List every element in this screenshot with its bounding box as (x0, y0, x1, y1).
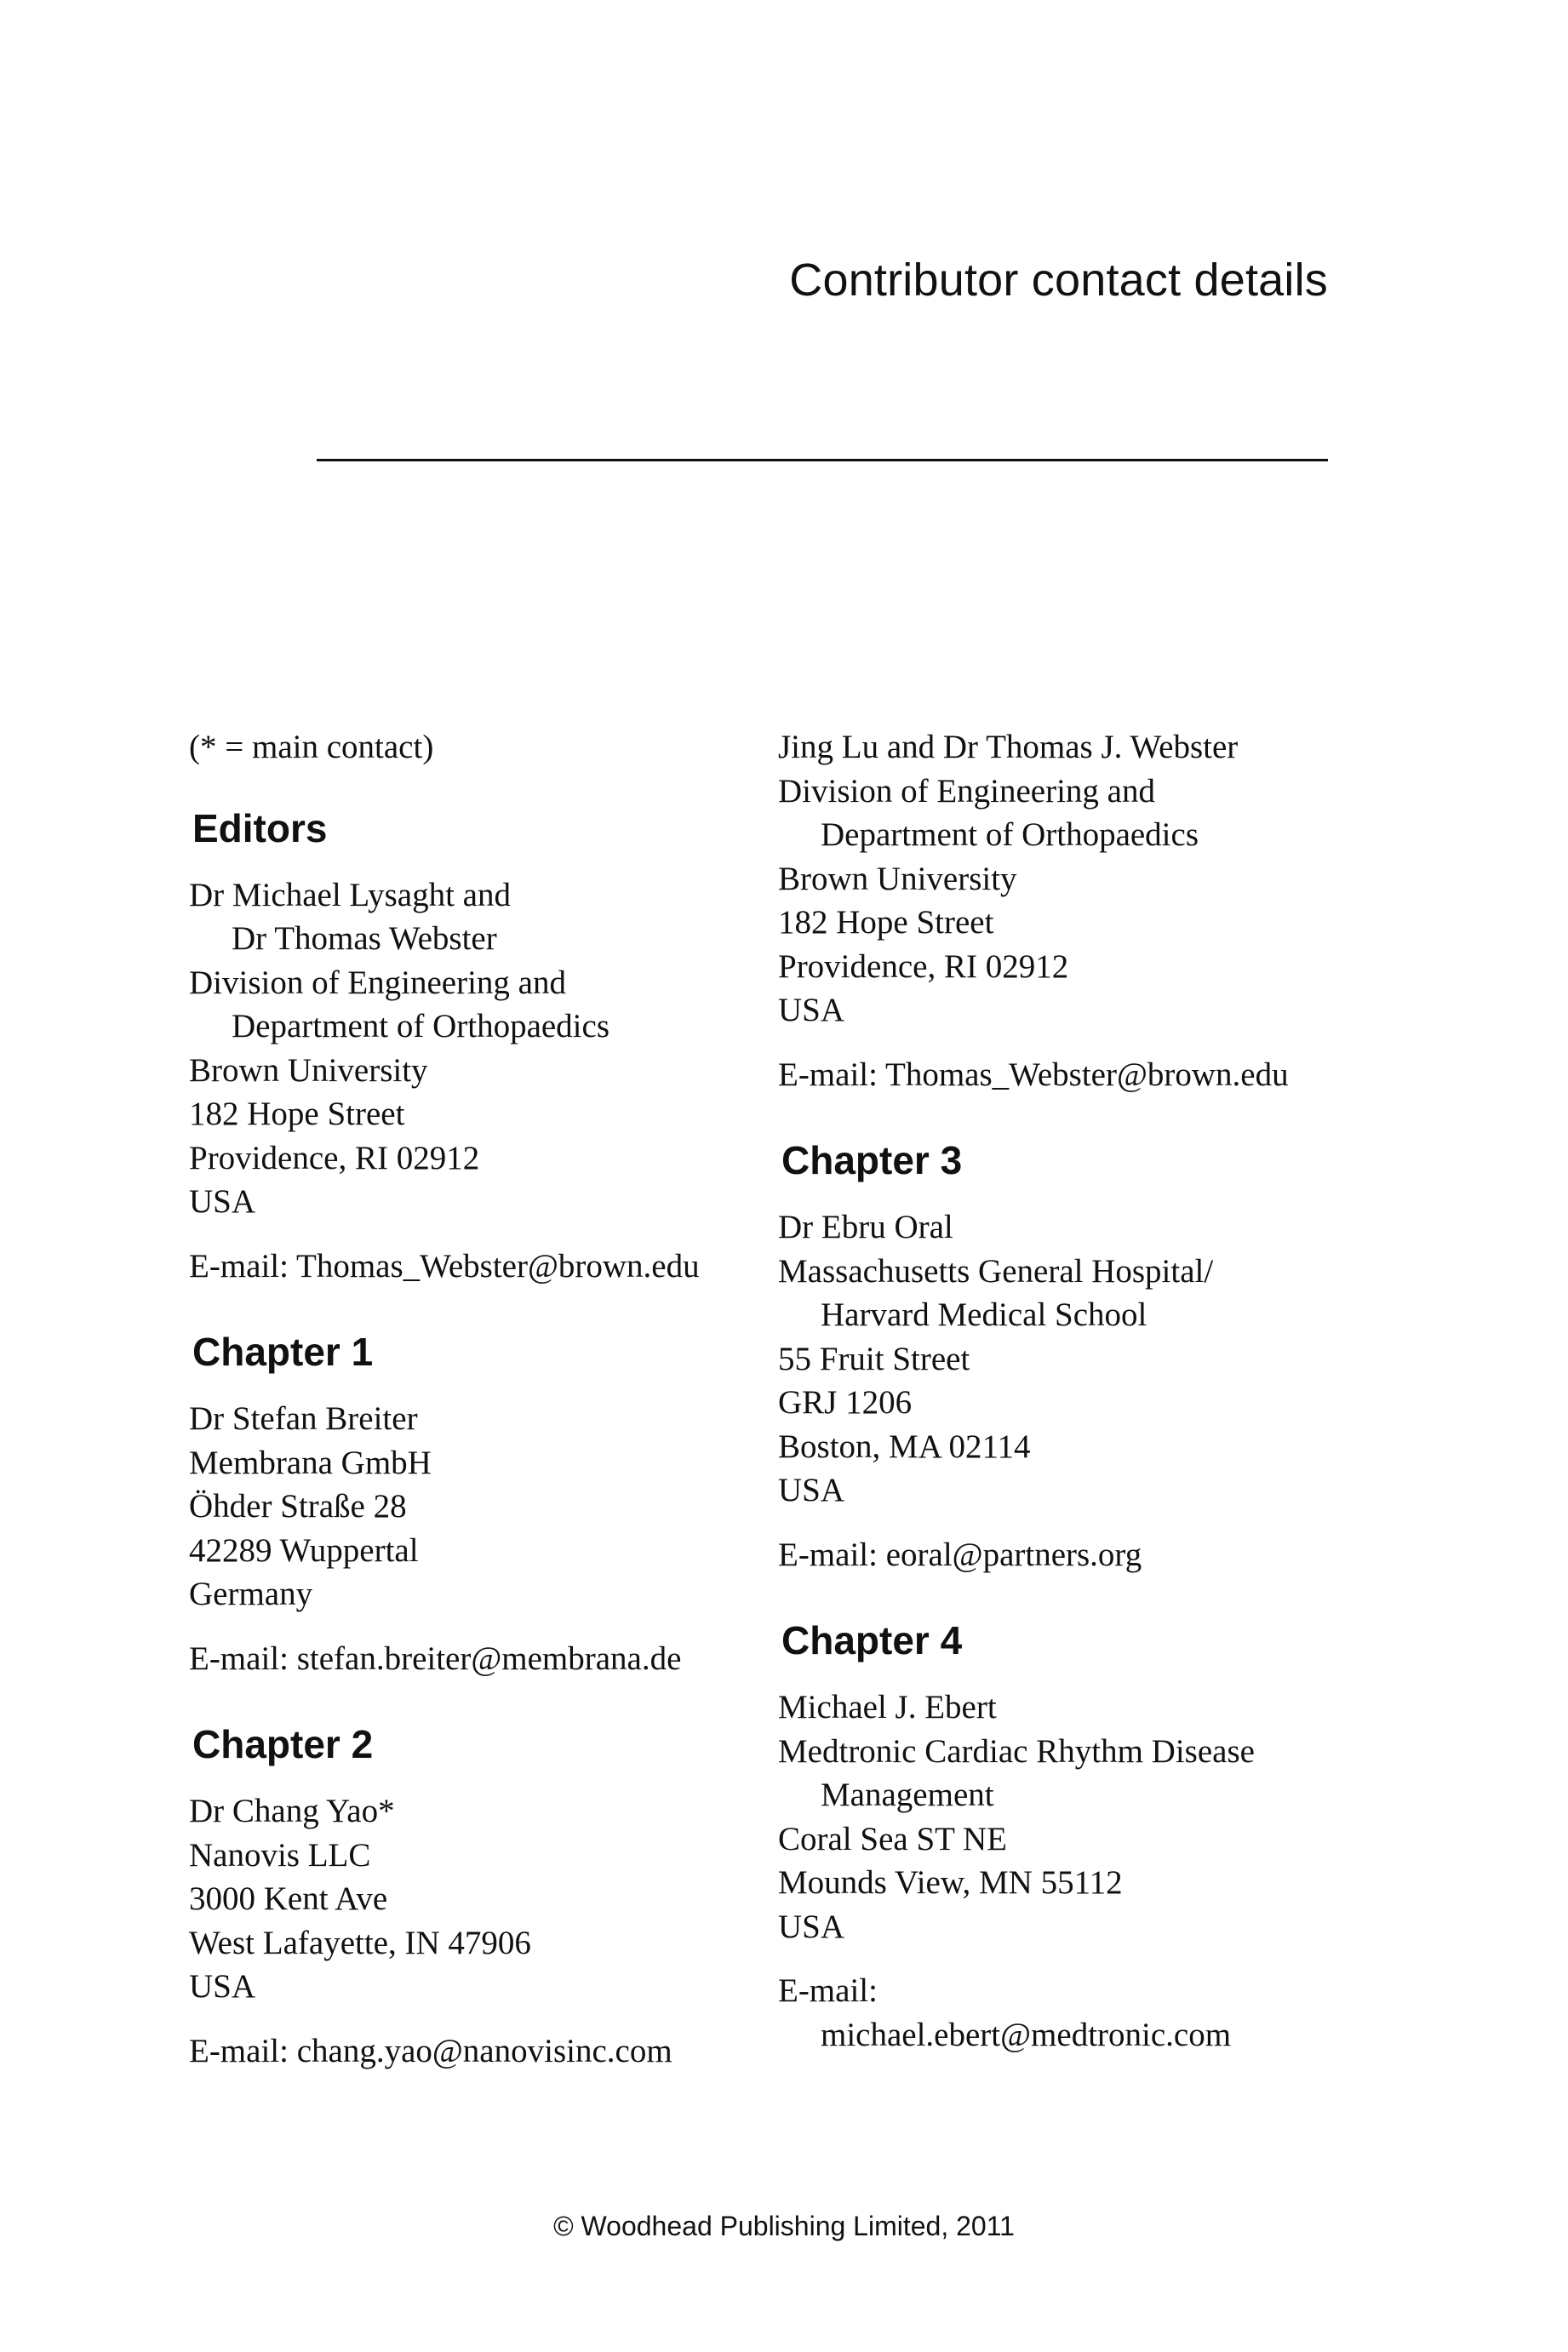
chapter3-org-line2: Harvard Medical School (821, 1296, 1147, 1333)
chapter4-email-label: E-mail: (778, 1972, 878, 2009)
right-column (778, 725, 1365, 2057)
editors-city: Providence, RI 02912 (189, 1139, 480, 1176)
title-divider (317, 459, 1328, 461)
editors-email: E-mail: Thomas_Webster@brown.edu (189, 1247, 700, 1285)
chapter3-building: GRJ 1206 (778, 1384, 913, 1421)
editors-name-line1: Dr Michael Lysaght and (189, 876, 511, 913)
chapter1-city: 42289 Wuppertal (189, 1531, 419, 1569)
chapter2-city: West Lafayette, IN 47906 (189, 1924, 531, 1961)
page-title: Contributor contact details (789, 255, 1328, 306)
chapter4-block (778, 1685, 1365, 2057)
chapter2-street: 3000 Kent Ave (189, 1880, 388, 1917)
chapter2-block (189, 1789, 776, 2073)
chapter2-heading: Chapter 2 (192, 1722, 374, 1766)
chapter3-street: 55 Fruit Street (778, 1340, 970, 1377)
chapter2-co-dept-line1: Division of Engineering and (778, 772, 1155, 810)
editors-country: USA (189, 1183, 256, 1220)
chapter4-country: USA (778, 1908, 845, 1945)
editors-dept-line2: Department of Orthopaedics (232, 1008, 610, 1044)
editors-name-line2: Dr Thomas Webster (232, 920, 497, 957)
chapter4-heading: Chapter 4 (781, 1618, 963, 1662)
chapter1-street: Öhder Straße 28 (189, 1488, 407, 1525)
chapter3-block (778, 1205, 1365, 1577)
chapter3-country: USA (778, 1472, 845, 1508)
chapter3-heading: Chapter 3 (781, 1138, 963, 1182)
chapter1-email: E-mail: stefan.breiter@membrana.de (189, 1640, 682, 1677)
chapter4-org-line2: Management (821, 1777, 994, 1813)
editors-heading: Editors (192, 805, 328, 850)
chapter4-name: Michael J. Ebert (778, 1689, 997, 1725)
chapter2-country: USA (189, 1968, 256, 2005)
chapter2-co-email: E-mail: Thomas_Webster@brown.edu (778, 1056, 1289, 1093)
chapter1-name: Dr Stefan Breiter (189, 1400, 418, 1437)
chapter2-email: E-mail: chang.yao@nanovisinc.com (189, 2032, 672, 2069)
chapter2-co-country: USA (778, 992, 845, 1028)
chapter3-email: E-mail: eoral@partners.org (778, 1536, 1142, 1573)
chapter1-heading: Chapter 1 (192, 1330, 374, 1374)
chapter3-org-line1: Massachusetts General Hospital/ (778, 1252, 1214, 1290)
main-contact-note: (* = main contact) (189, 729, 434, 765)
copyright-footer: © Woodhead Publishing Limited, 2011 (553, 2211, 1015, 2241)
chapter2-co-city: Providence, RI 02912 (778, 947, 1069, 985)
chapter3-name: Dr Ebru Oral (778, 1209, 953, 1245)
editors-block (189, 873, 776, 1289)
chapter3-city: Boston, MA 02114 (778, 1428, 1031, 1465)
chapter1-block (189, 1397, 776, 1680)
chapter1-country: Germany (189, 1576, 313, 1612)
chapter2-company: Nanovis LLC (189, 1836, 371, 1874)
chapter2-co-block (778, 725, 1365, 1096)
editors-university: Brown University (189, 1051, 428, 1089)
chapter4-city: Mounds View, MN 55112 (778, 1864, 1123, 1901)
chapter2-co-university: Brown University (778, 860, 1017, 897)
chapter2-name: Dr Chang Yao* (189, 1793, 395, 1829)
chapter4-org-line1: Medtronic Cardiac Rhythm Disease (778, 1732, 1255, 1770)
chapter2-co-name: Jing Lu and Dr Thomas J. Webster (778, 729, 1239, 765)
chapter4-street: Coral Sea ST NE (778, 1820, 1008, 1857)
editors-street: 182 Hope Street (189, 1096, 405, 1132)
chapter2-co-street: 182 Hope Street (778, 904, 994, 941)
left-column (189, 725, 776, 2073)
chapter2-co-dept-line2: Department of Orthopaedics (821, 816, 1199, 853)
chapter4-email-address: michael.ebert@medtronic.com (821, 2016, 1232, 2053)
chapter1-company: Membrana GmbH (189, 1444, 432, 1481)
editors-dept-line1: Division of Engineering and (189, 964, 566, 1001)
